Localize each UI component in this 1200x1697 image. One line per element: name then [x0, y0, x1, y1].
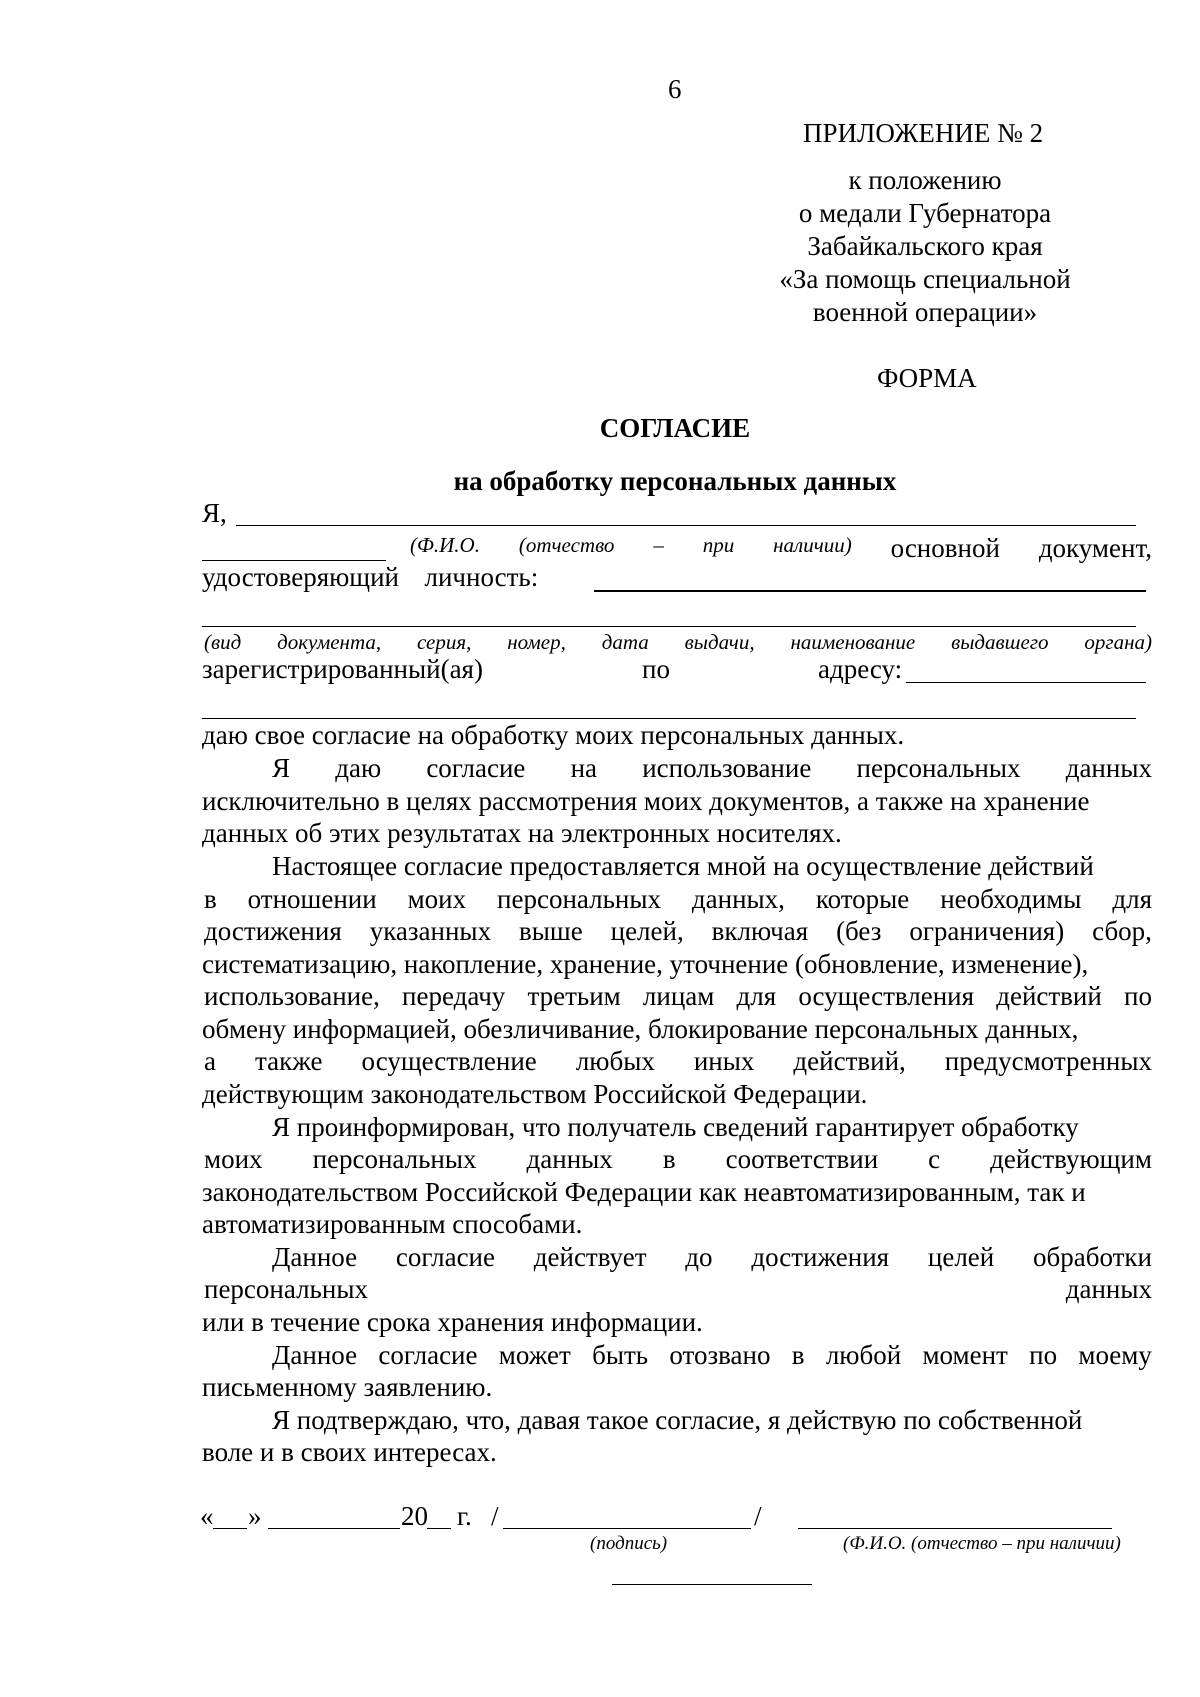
- para5-line: [272, 1340, 1152, 1371]
- word: в: [204, 884, 217, 914]
- para2-line: [204, 1046, 1152, 1077]
- word: до: [685, 1242, 713, 1272]
- fio-hint-row: [410, 533, 1152, 564]
- date-quote-close: »: [248, 1501, 262, 1531]
- para1-line: [272, 753, 1152, 784]
- word: отношении: [247, 884, 377, 914]
- word: Я: [272, 753, 291, 783]
- word: обработки: [1033, 1242, 1152, 1272]
- appendix-block: [760, 164, 1090, 329]
- date-month-field[interactable]: [268, 1528, 400, 1529]
- para4-line: [204, 1274, 1152, 1305]
- word: целей: [927, 1242, 995, 1272]
- identity-label: [202, 562, 538, 593]
- hint-word: при: [702, 533, 735, 557]
- word: может: [498, 1340, 571, 1370]
- signature-field[interactable]: [503, 1528, 751, 1529]
- word: действий: [996, 981, 1102, 1011]
- word: третьим: [527, 981, 621, 1011]
- word: персональных: [312, 1144, 477, 1174]
- identity-word: личность:: [424, 562, 539, 592]
- doc-hint-row: [204, 630, 1152, 655]
- word: (без: [836, 916, 882, 946]
- word: иных: [693, 1046, 755, 1076]
- word: согласие: [395, 1242, 495, 1272]
- ya-label: Я,: [202, 498, 227, 528]
- word: действий,: [793, 1046, 906, 1076]
- hint-word: (вид: [204, 630, 242, 654]
- word: достижения: [751, 1242, 890, 1272]
- appendix-line: о медали Губернатора: [798, 198, 1052, 228]
- para2-line: действующим законодательством Российской Федерации.: [202, 1079, 868, 1109]
- hint-word: выдачи,: [684, 630, 755, 654]
- word: передачу: [402, 981, 506, 1011]
- word: быть: [592, 1340, 649, 1370]
- page-number: 6: [668, 74, 682, 104]
- word: даю: [335, 753, 382, 783]
- form-label: ФОРМА: [877, 363, 977, 393]
- word: предусмотренных: [944, 1046, 1152, 1076]
- word: использование: [642, 753, 812, 783]
- para3-line: [204, 1144, 1152, 1175]
- hint-word: –: [653, 533, 664, 557]
- appendix-line: военной операции»: [812, 297, 1038, 327]
- word: ограничения): [909, 916, 1065, 946]
- word: с: [928, 1144, 941, 1174]
- word: для: [1112, 884, 1152, 914]
- word: на: [570, 753, 598, 783]
- identity-input-line[interactable]: [594, 590, 1146, 592]
- word: Данное: [272, 1242, 358, 1272]
- para4-line: [272, 1242, 1152, 1273]
- word: согласие: [426, 753, 526, 783]
- appendix-title: ПРИЛОЖЕНИЕ № 2: [803, 118, 1044, 148]
- word: любых: [575, 1046, 655, 1076]
- hint-word: документа,: [277, 630, 382, 654]
- word: персональных: [204, 1274, 368, 1304]
- hint-word: наименование: [790, 630, 916, 654]
- word: моему: [1078, 1340, 1152, 1370]
- word: данных,: [691, 884, 785, 914]
- word: которые: [815, 884, 910, 914]
- date-day-field[interactable]: [213, 1528, 247, 1529]
- word: по: [1124, 981, 1152, 1011]
- year-prefix: 20: [401, 1501, 428, 1531]
- word: также: [255, 1046, 323, 1076]
- word: моих: [407, 884, 467, 914]
- para3-line: законодательством Российской Федерации как неавтоматизированным, так и: [202, 1177, 1086, 1207]
- date-year-field[interactable]: [427, 1528, 451, 1529]
- signature-slash-open: /: [491, 1501, 499, 1531]
- word: в: [662, 1144, 676, 1174]
- doc-input-line[interactable]: [202, 626, 1136, 627]
- hint-word: выдавшего: [951, 630, 1049, 654]
- word: целей,: [610, 916, 684, 946]
- word: данных: [1065, 1274, 1152, 1304]
- para2-line: обмену информацией, обезличивание, блокирование персональных данных,: [202, 1014, 1079, 1044]
- word: моих: [204, 1144, 263, 1174]
- document-subtitle: на обработку персональных данных: [453, 466, 897, 496]
- para3-line: Я проинформирован, что получатель сведений гарантирует обработку: [272, 1112, 1079, 1142]
- signer-name-field[interactable]: [798, 1528, 1112, 1529]
- word: данных: [1065, 753, 1152, 783]
- para2-line: [204, 884, 1152, 915]
- signature-slash-close: /: [754, 1501, 762, 1531]
- word: по: [1029, 1340, 1058, 1370]
- appendix-line: к положению: [848, 165, 1002, 195]
- date-quote-open: «: [200, 1501, 214, 1531]
- para3-line: автоматизированным способами.: [202, 1209, 583, 1239]
- word: персональных: [497, 884, 661, 914]
- para2-line: Настоящее согласие предоставляется мной на осуществление действий: [272, 851, 1094, 881]
- para4-line: или в течение срока хранения информации.: [202, 1307, 703, 1337]
- signature-caption: (подпись): [590, 1533, 668, 1554]
- hint-word: серия,: [417, 630, 472, 654]
- word: действующим: [990, 1144, 1152, 1174]
- registered-word: по: [642, 654, 670, 684]
- para6-line: воле и в своих интересах.: [202, 1437, 497, 1467]
- registered-word: адресу:: [818, 654, 903, 684]
- address-continuation-line[interactable]: [202, 718, 1136, 719]
- hint-word: органа): [1084, 630, 1152, 654]
- identity-word: удостоверяющий: [202, 562, 399, 592]
- year-suffix: г.: [457, 1501, 472, 1531]
- word: отозвано: [669, 1340, 771, 1370]
- fio-input-line[interactable]: [236, 525, 1136, 526]
- hint-word: дата: [601, 630, 649, 654]
- para2-line: [204, 981, 1152, 1012]
- word: осуществление: [361, 1046, 537, 1076]
- word: момент: [922, 1340, 1008, 1370]
- word: лицам: [642, 981, 715, 1011]
- para1-line: исключительно в целях рассмотрения моих документов, а также на хранение: [202, 786, 1090, 816]
- word: использование,: [204, 981, 380, 1011]
- word: данных: [526, 1144, 613, 1174]
- main-doc-word: документ,: [1038, 533, 1152, 563]
- consent-line: даю свое согласие на обработку моих персональных данных.: [202, 720, 905, 750]
- hint-word: (Ф.И.О.: [410, 533, 480, 557]
- hint-word: наличии): [773, 533, 852, 557]
- document-title: СОГЛАСИЕ: [599, 413, 751, 443]
- appendix-line: Забайкальского края: [807, 231, 1043, 261]
- word: персональных: [856, 753, 1021, 783]
- word: осуществления: [798, 981, 975, 1011]
- word: любой: [825, 1340, 902, 1370]
- main-doc-word: основной: [890, 533, 1000, 563]
- word: соответствии: [725, 1144, 879, 1174]
- registered-word: зарегистрированный(ая): [202, 654, 483, 684]
- word: выше: [519, 916, 583, 946]
- word: действует: [533, 1242, 647, 1272]
- word: а: [204, 1046, 216, 1076]
- hint-word: (отчество: [518, 533, 615, 557]
- para1-line: данных об этих результатах на электронных носителях.: [202, 818, 842, 848]
- word: необходимы: [940, 884, 1082, 914]
- address-input-line[interactable]: [906, 682, 1146, 683]
- appendix-line: «За помощь специальной: [779, 264, 1071, 294]
- word: согласие: [378, 1340, 478, 1370]
- word: указанных: [369, 916, 492, 946]
- hint-word: номер,: [507, 630, 566, 654]
- word: для: [736, 981, 777, 1011]
- word: включая: [711, 916, 809, 946]
- footer-separator: [612, 1584, 812, 1585]
- para6-line: Я подтверждаю, что, давая такое согласие, я действую по собственной: [272, 1405, 1083, 1435]
- para5-line: письменному заявлению.: [202, 1372, 493, 1402]
- word: Данное: [272, 1340, 358, 1370]
- word: достижения: [204, 916, 342, 946]
- para2-line: [204, 916, 1152, 947]
- word: в: [791, 1340, 805, 1370]
- word: сбор,: [1092, 916, 1152, 946]
- fio-caption: (Ф.И.О. (отчество – при наличии): [843, 1533, 1121, 1554]
- para2-line: систематизацию, накопление, хранение, уточнение (обновление, изменение),: [202, 949, 1089, 979]
- fio-continuation-line[interactable]: [202, 560, 386, 561]
